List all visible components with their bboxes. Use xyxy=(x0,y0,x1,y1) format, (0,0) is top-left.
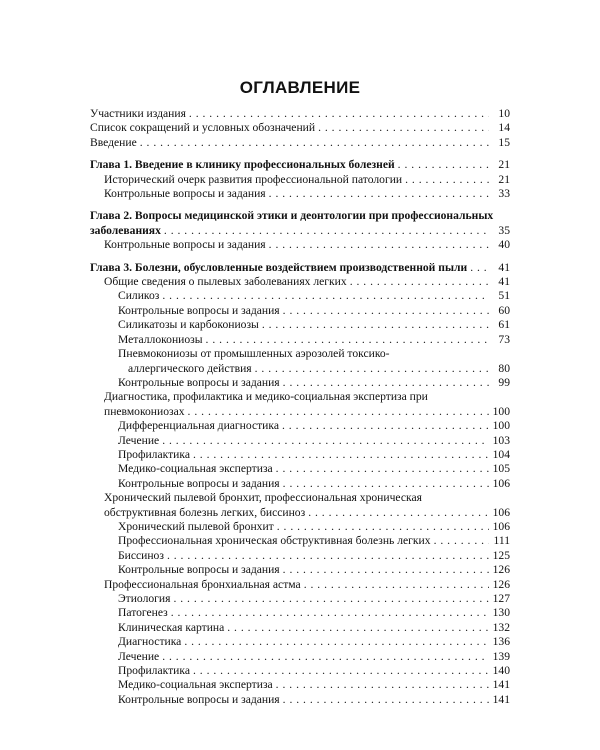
toc-entry-text: Контрольные вопросы и задания xyxy=(104,187,266,201)
page-title: ОГЛАВЛЕНИЕ xyxy=(239,78,361,97)
toc-entry-text: Контрольные вопросы и задания xyxy=(104,238,266,252)
dot-leader xyxy=(283,376,489,390)
dot-leader xyxy=(283,563,489,577)
toc-entry-text: Медико-социальная экспертиза xyxy=(118,462,273,476)
toc-entry-text: Введение xyxy=(90,135,137,149)
toc-page-number: 51 xyxy=(498,289,510,303)
dot-leader xyxy=(262,318,489,332)
toc-entry[interactable] xyxy=(90,650,510,664)
toc-page-number: 61 xyxy=(498,318,510,332)
toc-entry-text: Медико-социальная экспертиза xyxy=(118,678,273,692)
toc-entry-text: Биссиноз xyxy=(118,548,164,562)
toc-page-number: 60 xyxy=(498,303,510,317)
toc-entry[interactable] xyxy=(90,304,510,318)
toc-page-number: 127 xyxy=(492,592,510,605)
toc-entry[interactable] xyxy=(90,592,510,606)
toc-entry[interactable] xyxy=(90,318,510,332)
dot-leader xyxy=(188,405,489,419)
toc-entry[interactable] xyxy=(90,107,510,121)
toc-page-number: 41 xyxy=(498,275,510,289)
toc-entry[interactable] xyxy=(90,635,510,649)
toc-entry[interactable] xyxy=(90,578,510,592)
toc-entry-text: Диагностика xyxy=(118,635,182,649)
toc-page-number: 21 xyxy=(498,158,510,172)
toc-entry-text: Хронический пылевой бронхит xyxy=(118,519,274,533)
toc-entry[interactable] xyxy=(90,534,510,548)
toc-entry[interactable] xyxy=(90,434,510,448)
toc-entry[interactable] xyxy=(90,520,510,534)
dot-leader xyxy=(304,578,489,592)
toc-entry-text: Контрольные вопросы и задания xyxy=(118,563,280,577)
dot-leader xyxy=(282,419,489,433)
toc-entry[interactable] xyxy=(90,390,510,419)
toc-page-number: 106 xyxy=(492,476,510,490)
toc-entry[interactable] xyxy=(90,678,510,692)
table-of-contents xyxy=(90,107,510,707)
dot-leader xyxy=(140,136,489,150)
dot-leader xyxy=(171,606,489,620)
toc-page-number: 140 xyxy=(492,664,510,678)
toc-entry[interactable] xyxy=(90,621,510,635)
toc-entry-text: Металлокониозы xyxy=(118,332,203,346)
toc-page-number: 15 xyxy=(498,135,510,149)
toc-page-number: 125 xyxy=(492,548,510,562)
toc-page-number: 99 xyxy=(498,375,510,389)
dot-leader xyxy=(283,477,489,491)
dot-leader xyxy=(193,664,489,678)
toc-entry-text: Дифференциальная диагностика xyxy=(118,419,279,433)
dot-leader xyxy=(227,621,489,635)
toc-entry-text: Глава 1. Введение в клинику профессиональных болезней xyxy=(90,158,395,172)
toc-entry[interactable] xyxy=(90,173,510,187)
toc-entry-text: Диагностика, профилактика и медико-социальная экспертиза при xyxy=(104,390,428,404)
toc-entry[interactable] xyxy=(90,136,510,150)
dot-leader xyxy=(162,650,489,664)
toc-page-number: 10 xyxy=(498,107,510,120)
dot-leader xyxy=(405,173,489,187)
dot-leader xyxy=(276,678,489,692)
toc-page-number: 106 xyxy=(492,519,510,533)
chapter-1-heading[interactable] xyxy=(90,158,510,172)
dot-leader xyxy=(434,534,489,548)
toc-entry-text: Профессиональная хроническая обструктивная болезнь легких xyxy=(118,534,431,548)
toc-page-number: 132 xyxy=(492,620,510,634)
toc-entry-text: Профилактика xyxy=(118,664,190,678)
dot-leader xyxy=(206,333,489,347)
toc-entry[interactable] xyxy=(90,376,510,390)
dot-leader xyxy=(470,261,489,275)
toc-page-number: 33 xyxy=(498,187,510,201)
toc-page-number: 100 xyxy=(492,404,510,418)
chapter-3-heading[interactable] xyxy=(90,261,510,275)
toc-entry-text: Лечение xyxy=(118,433,160,447)
toc-entry-text: Этиология xyxy=(118,592,171,605)
toc-entry[interactable] xyxy=(90,275,510,289)
dot-leader xyxy=(167,549,489,563)
toc-page-number: 141 xyxy=(492,678,510,692)
toc-page-number: 126 xyxy=(492,563,510,577)
toc-entry[interactable] xyxy=(90,187,510,201)
toc-page-number: 104 xyxy=(492,447,510,461)
dot-leader xyxy=(164,224,489,238)
toc-entry[interactable] xyxy=(90,477,510,491)
toc-entry-text: Клиническая картина xyxy=(118,620,225,634)
dot-leader xyxy=(255,362,489,376)
toc-entry[interactable] xyxy=(90,333,510,347)
toc-entry-text: Лечение xyxy=(118,649,160,663)
toc-entry-text: Глава 2. Вопросы медицинской этики и деонтологии при профессиональных xyxy=(90,209,494,223)
dot-leader xyxy=(162,289,489,303)
toc-page-number: 41 xyxy=(498,260,510,274)
toc-page-number: 139 xyxy=(492,649,510,663)
toc-entry[interactable] xyxy=(90,289,510,303)
dot-leader xyxy=(189,107,489,121)
toc-page-number: 106 xyxy=(492,505,510,519)
toc-page-number: 40 xyxy=(498,238,510,252)
toc-entry-text: Профессиональная бронхиальная астма xyxy=(104,577,301,591)
toc-entry-text: Контрольные вопросы и задания xyxy=(118,375,280,389)
toc-entry[interactable] xyxy=(90,693,510,707)
toc-entry[interactable] xyxy=(90,549,510,563)
dot-leader xyxy=(173,592,489,606)
dot-leader xyxy=(398,158,489,172)
toc-entry[interactable] xyxy=(90,563,510,577)
toc-page-number: 100 xyxy=(492,419,510,433)
toc-page-number: 105 xyxy=(492,462,510,476)
dot-leader xyxy=(162,434,489,448)
toc-entry-text: Патогенез xyxy=(118,606,168,620)
toc-entry[interactable] xyxy=(90,491,510,520)
toc-entry-text: Контрольные вопросы и задания xyxy=(118,476,280,490)
dot-leader xyxy=(276,462,489,476)
dot-leader xyxy=(193,448,489,462)
toc-page-number: 35 xyxy=(498,223,510,237)
dot-leader xyxy=(269,238,489,252)
toc-page-number: 14 xyxy=(498,121,510,135)
dot-leader xyxy=(277,520,489,534)
toc-entry[interactable] xyxy=(90,419,510,433)
toc-page-number: 80 xyxy=(498,361,510,375)
dot-leader xyxy=(350,275,489,289)
dot-leader xyxy=(308,506,489,520)
dot-leader xyxy=(184,635,489,649)
dot-leader xyxy=(318,121,489,135)
toc-page-number: 103 xyxy=(492,433,510,447)
toc-entry-text: Профилактика xyxy=(118,447,190,461)
toc-page-number: 141 xyxy=(492,692,510,706)
toc-entry-text: Силикоз xyxy=(118,289,160,303)
toc-entry-text: Хронический пылевой бронхит, профессиональная хроническая xyxy=(104,491,422,505)
dot-leader xyxy=(283,693,489,707)
chapter-2-heading[interactable] xyxy=(90,209,510,238)
toc-entry-text: Глава 3. Болезни, обусловленные воздействием производственной пыли xyxy=(90,260,468,274)
toc-entry-text: Участники издания xyxy=(90,107,186,120)
toc-entry-text: Силикатозы и карбокониозы xyxy=(118,318,259,332)
toc-entry-text-cont: заболеваниях xyxy=(90,223,161,237)
toc-page-number: 126 xyxy=(492,577,510,591)
toc-entry-text: Исторический очерк развития профессиональной патологии xyxy=(104,172,403,186)
toc-entry-text: Список сокращений и условных обозначений xyxy=(90,121,316,135)
toc-entry-text: Пневмокониозы от промышленных аэрозолей токсико- xyxy=(118,347,390,361)
toc-entry-text: Контрольные вопросы и задания xyxy=(118,303,280,317)
toc-entry-text-cont: пневмокониозах xyxy=(104,404,185,418)
toc-entry-text: Общие сведения о пылевых заболеваниях легких xyxy=(104,275,347,289)
toc-entry[interactable] xyxy=(90,606,510,620)
toc-entry-text-cont: аллергического действия xyxy=(128,361,252,375)
toc-page-number: 111 xyxy=(493,534,510,548)
toc-page-number: 136 xyxy=(492,635,510,649)
toc-page-number: 130 xyxy=(492,606,510,620)
dot-leader xyxy=(283,304,489,318)
toc-page-number: 21 xyxy=(498,172,510,186)
toc-page-number: 73 xyxy=(498,332,510,346)
toc-entry[interactable] xyxy=(90,238,510,252)
dot-leader xyxy=(269,187,489,201)
toc-entry[interactable] xyxy=(90,347,510,376)
toc-entry[interactable] xyxy=(90,462,510,476)
toc-entry[interactable] xyxy=(90,448,510,462)
toc-entry-text-cont: обструктивная болезнь легких, биссиноз xyxy=(104,505,306,519)
toc-entry[interactable] xyxy=(90,664,510,678)
toc-entry[interactable] xyxy=(90,121,510,135)
toc-entry-text: Контрольные вопросы и задания xyxy=(118,692,280,706)
